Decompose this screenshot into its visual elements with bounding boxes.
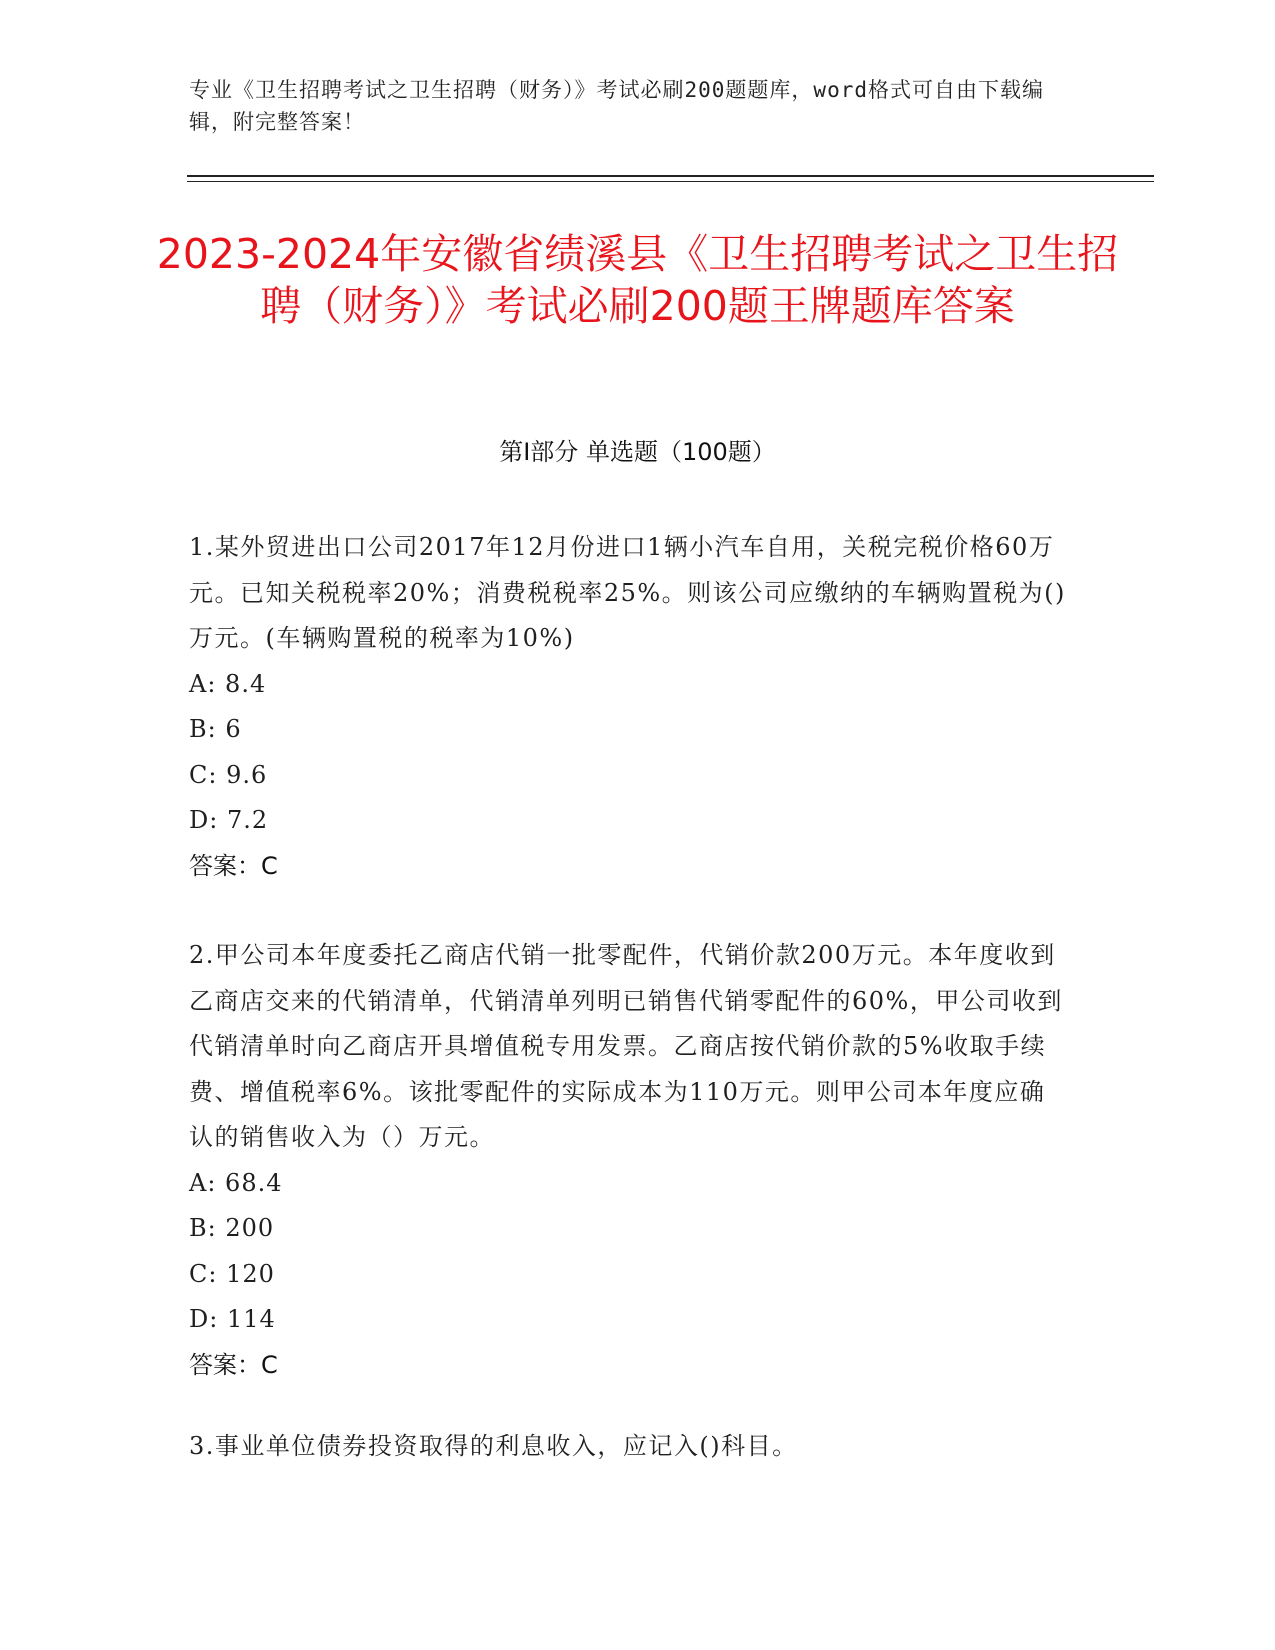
option-c: C: 9.6 bbox=[189, 760, 268, 789]
question-stem: 3.事业单位债券投资取得的利息收入，应记入()科目。 bbox=[189, 1432, 798, 1460]
option-d: D: 114 bbox=[189, 1305, 276, 1333]
option-a: A: 8.4 bbox=[189, 669, 267, 698]
option-a: A: 68.4 bbox=[189, 1168, 283, 1197]
question-2 bbox=[189, 933, 1069, 1388]
document-title: 2023-2024年安徽省绩溪县《卫生招聘考试之卫生招聘（财务）》考试必刷200题王牌题库答案 bbox=[156, 230, 1119, 330]
question-3 bbox=[189, 1424, 1069, 1470]
question-stem: 1.某外贸进出口公司2017年12月份进口1辆小汽车自用，关税完税价格60万元。已知关税税率20%；消费税税率25%。则该公司应缴纳的车辆购置税为()万元。(车辆购置税的税率为10%) bbox=[189, 533, 1066, 652]
question-1 bbox=[189, 525, 1069, 889]
header-divider-thick bbox=[187, 175, 1154, 177]
option-c: C: 120 bbox=[189, 1259, 275, 1288]
section-heading: 第Ⅰ部分 单选题（100题） bbox=[499, 438, 776, 466]
option-b: B: 6 bbox=[189, 715, 242, 743]
answer: 答案：C bbox=[189, 1350, 278, 1379]
header-note: 专业《卫生招聘考试之卫生招聘（财务）》考试必刷200题题库，word格式可自由下载编辑，附完整答案！ bbox=[189, 78, 1044, 134]
option-b: B: 200 bbox=[189, 1214, 275, 1242]
header-divider-thin bbox=[187, 181, 1154, 182]
question-stem: 2.甲公司本年度委托乙商店代销一批零配件，代销价款200万元。本年度收到乙商店交来的代销清单，代销清单列明已销售代销零配件的60%，甲公司收到代销清单时向乙商店开具增值税专用发票。乙商店按代销价款的5%收取手续费、增值税率6%。该批零配件的实际成本为110万元。则甲公司本年度应确认的销售收入为（）万元。 bbox=[189, 941, 1063, 1151]
answer: 答案：C bbox=[189, 851, 278, 880]
option-d: D: 7.2 bbox=[189, 806, 269, 834]
